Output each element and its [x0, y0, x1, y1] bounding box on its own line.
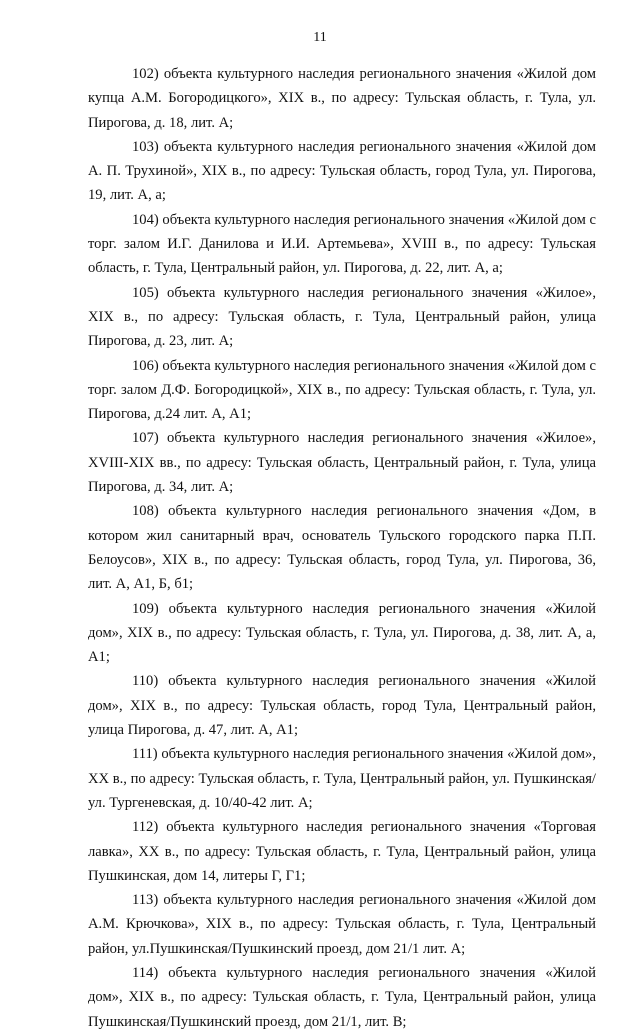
- list-item: 111) объекта культурного наследия регионального значения «Жилой дом», XX в., по адресу: Тульская область, г. Тула, Центральный район, ул. Пушкинская/ ул. Тургеневская, д. 10/40-42 лит. А;: [88, 746, 596, 811]
- list-item: 105) объекта культурного наследия регионального значения «Жилое», XIX в., по адресу: Тульская область, г. Тула, Центральный район, улица Пирогова, д. 23, лит. А;: [88, 284, 596, 350]
- page-number: 11: [313, 30, 327, 45]
- list-item: 114) объекта культурного наследия регионального значения «Жилой дом», XIX в., по адресу: Тульская область, г. Тула, Центральный район, улица Пушкинская/Пушкинский проезд, дом 21/1, лит. В;: [88, 964, 596, 1030]
- list-item: 107) объекта культурного наследия регионального значения «Жилое», XVIII-XIX вв., по адресу: Тульская область, Центральный район, г. Тула, улица Пирогова, д. 34, лит. А;: [88, 430, 596, 496]
- document-body: [88, 62, 596, 1034]
- list-item: 103) объекта культурного наследия регионального значения «Жилой дом А. П. Трухиной», XIX в., по адресу: Тульская область, город Тула, ул. Пирогова, 19, лит. А, а;: [88, 138, 596, 204]
- list-item: 102) объекта культурного наследия регионального значения «Жилой дом купца А.М. Богородицкого», XIX в., по адресу: Тульская область, г. Тула, ул. Пирогова, д. 18, лит. А;: [88, 66, 596, 131]
- list-item: 106) объекта культурного наследия регионального значения «Жилой дом с торг. залом Д.Ф. Богородицкой», XIX в., по адресу: Тульская область, г. Тула, ул. Пирогова, д.24 лит. А, А1;: [88, 357, 596, 423]
- list-item: 109) объекта культурного наследия регионального значения «Жилой дом», XIX в., по адресу: Тульская область, г. Тула, ул. Пирогова, д. 38, лит. А, а, А1;: [88, 600, 596, 666]
- list-item: 112) объекта культурного наследия регионального значения «Торговая лавка», XX в., по адресу: Тульская область, г. Тула, Центральный район, улица Пушкинская, дом 14, литеры Г, Г1;: [88, 819, 596, 884]
- list-item: 104) объекта культурного наследия регионального значения «Жилой дом с торг. залом И.Г. Данилова и И.И. Артемьева», XVIII в., по адресу: Тульская область, г. Тула, Центральный район, ул. Пирогова, д. 22, лит. А, а;: [88, 211, 596, 277]
- list-item: 108) объекта культурного наследия регионального значения «Дом, в котором жил санитарный врач, основатель Тульского городского парка П.П. Белоусов», XIX в., по адресу: Тульская область, город Тула, ул. Пирогова, 36, лит. А, А1, Б, б1;: [88, 503, 596, 593]
- list-item: 113) объекта культурного наследия регионального значения «Жилой дом А.М. Крючкова», XIX в., по адресу: Тульская область, г. Тула, Центральный район, ул.Пушкинская/Пушкинский проезд, дом 21/1 лит. А;: [88, 892, 596, 957]
- list-item: 110) объекта культурного наследия регионального значения «Жилой дом», XIX в., по адресу: Тульская область, город Тула, Центральный район, улица Пирогова, д. 47, лит. А, А1;: [88, 673, 596, 739]
